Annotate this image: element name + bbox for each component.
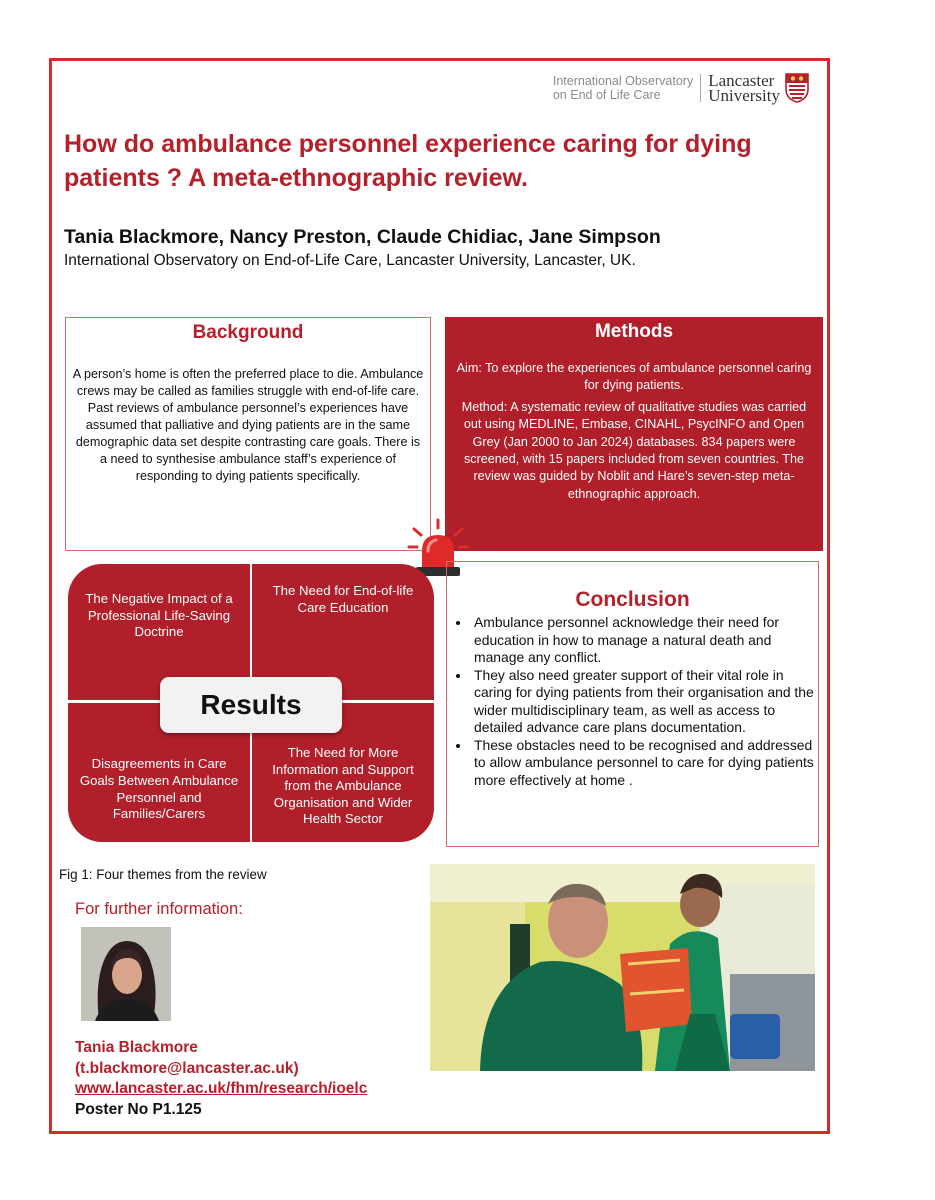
poster-frame bbox=[49, 58, 830, 1134]
poster-title: How do ambulance personnel experience caring for dying patients ? A meta-ethnographic review. bbox=[64, 130, 752, 192]
methods-aim: Aim: To explore the experiences of ambulance personnel caring for dying patients. bbox=[456, 361, 812, 393]
university-crest-icon bbox=[785, 73, 809, 103]
theme-label: The Need for More Information and Support from the Ambulance Organisation and Wider Health Sector bbox=[272, 745, 414, 827]
further-info-heading: For further information: bbox=[75, 900, 243, 918]
conclusion-point: • They also need greater support of their vital role in caring for dying patients from their organisation and the wider multidisciplinary team, as well as access to detailed advance care plans documentation. bbox=[471, 667, 818, 737]
conclusion-heading: Conclusion bbox=[575, 588, 690, 611]
university-line-2: University bbox=[708, 86, 780, 105]
ioelc-line-1: International Observatory bbox=[552, 74, 694, 88]
conclusion-point: • These obstacles need to be recognised and addressed to allow ambulance personnel to care for dying patients more effectively at home . bbox=[471, 737, 818, 790]
university-line-1: Lancaster bbox=[708, 71, 775, 90]
theme-label: Disagreements in Care Goals Between Ambulance Personnel and Families/Carers bbox=[79, 756, 239, 822]
author-list: Tania Blackmore, Nancy Preston, Claude Chidiac, Jane Simpson bbox=[64, 226, 661, 248]
contact-email[interactable]: (t.blackmore@lancaster.ac.uk) bbox=[75, 1059, 299, 1077]
methods-description: Method: A systematic review of qualitative studies was carried out using MEDLINE, Embase, CINAHL, PsycINFO and Open Grey (Jan 2000 to Jan 2024) databases. 834 papers were screened, with 15 papers included from seven countries. The review was guided by Noblit and Hare’s seven-step meta-ethnographic approach. bbox=[461, 399, 807, 501]
background-heading: Background bbox=[192, 322, 304, 343]
university-wordmark bbox=[701, 73, 780, 103]
contact-website-link[interactable]: www.lancaster.ac.uk/fhm/research/ioelc bbox=[75, 1080, 368, 1097]
conclusion-list bbox=[447, 614, 818, 789]
background-text: A person’s home is often the preferred place to die. Ambulance crews may be called as families struggle with end-of-life care. Past reviews of ambulance personnel’s experiences have assumed that palliative and dying patients are in the same demographic data set despite contrasting care goals. There is a need to synthesise ambulance staff’s experience of responding to dying patients specifically. bbox=[72, 367, 424, 483]
theme-label: The Negative Impact of a Professional Life-Saving Doctrine bbox=[85, 591, 233, 640]
affiliation: International Observatory on End-of-Life Care, Lancaster University, Lancaster, UK. bbox=[64, 252, 636, 269]
contact-block bbox=[75, 1038, 367, 1120]
theme-label: The Need for End-of-life Care Education bbox=[272, 583, 414, 615]
ioelc-line-2: on End of Life Care bbox=[552, 88, 661, 102]
conclusion-point: • Ambulance personnel acknowledge their need for education in how to manage a natural death and manage any conflict. bbox=[471, 614, 818, 667]
author-portrait bbox=[81, 927, 171, 1021]
ioelc-wordmark bbox=[553, 74, 701, 102]
contact-name: Tania Blackmore bbox=[75, 1039, 198, 1056]
paramedics-photo bbox=[430, 864, 815, 1071]
methods-section bbox=[445, 317, 823, 551]
results-label: Results bbox=[160, 677, 342, 733]
background-section bbox=[65, 317, 431, 551]
methods-heading: Methods bbox=[594, 321, 674, 342]
conclusion-section bbox=[446, 561, 819, 847]
results-diagram bbox=[68, 564, 434, 842]
poster-number: Poster No P1.125 bbox=[75, 1100, 202, 1118]
lancaster-logo bbox=[553, 73, 809, 103]
figure-caption: Fig 1: Four themes from the review bbox=[59, 867, 267, 882]
